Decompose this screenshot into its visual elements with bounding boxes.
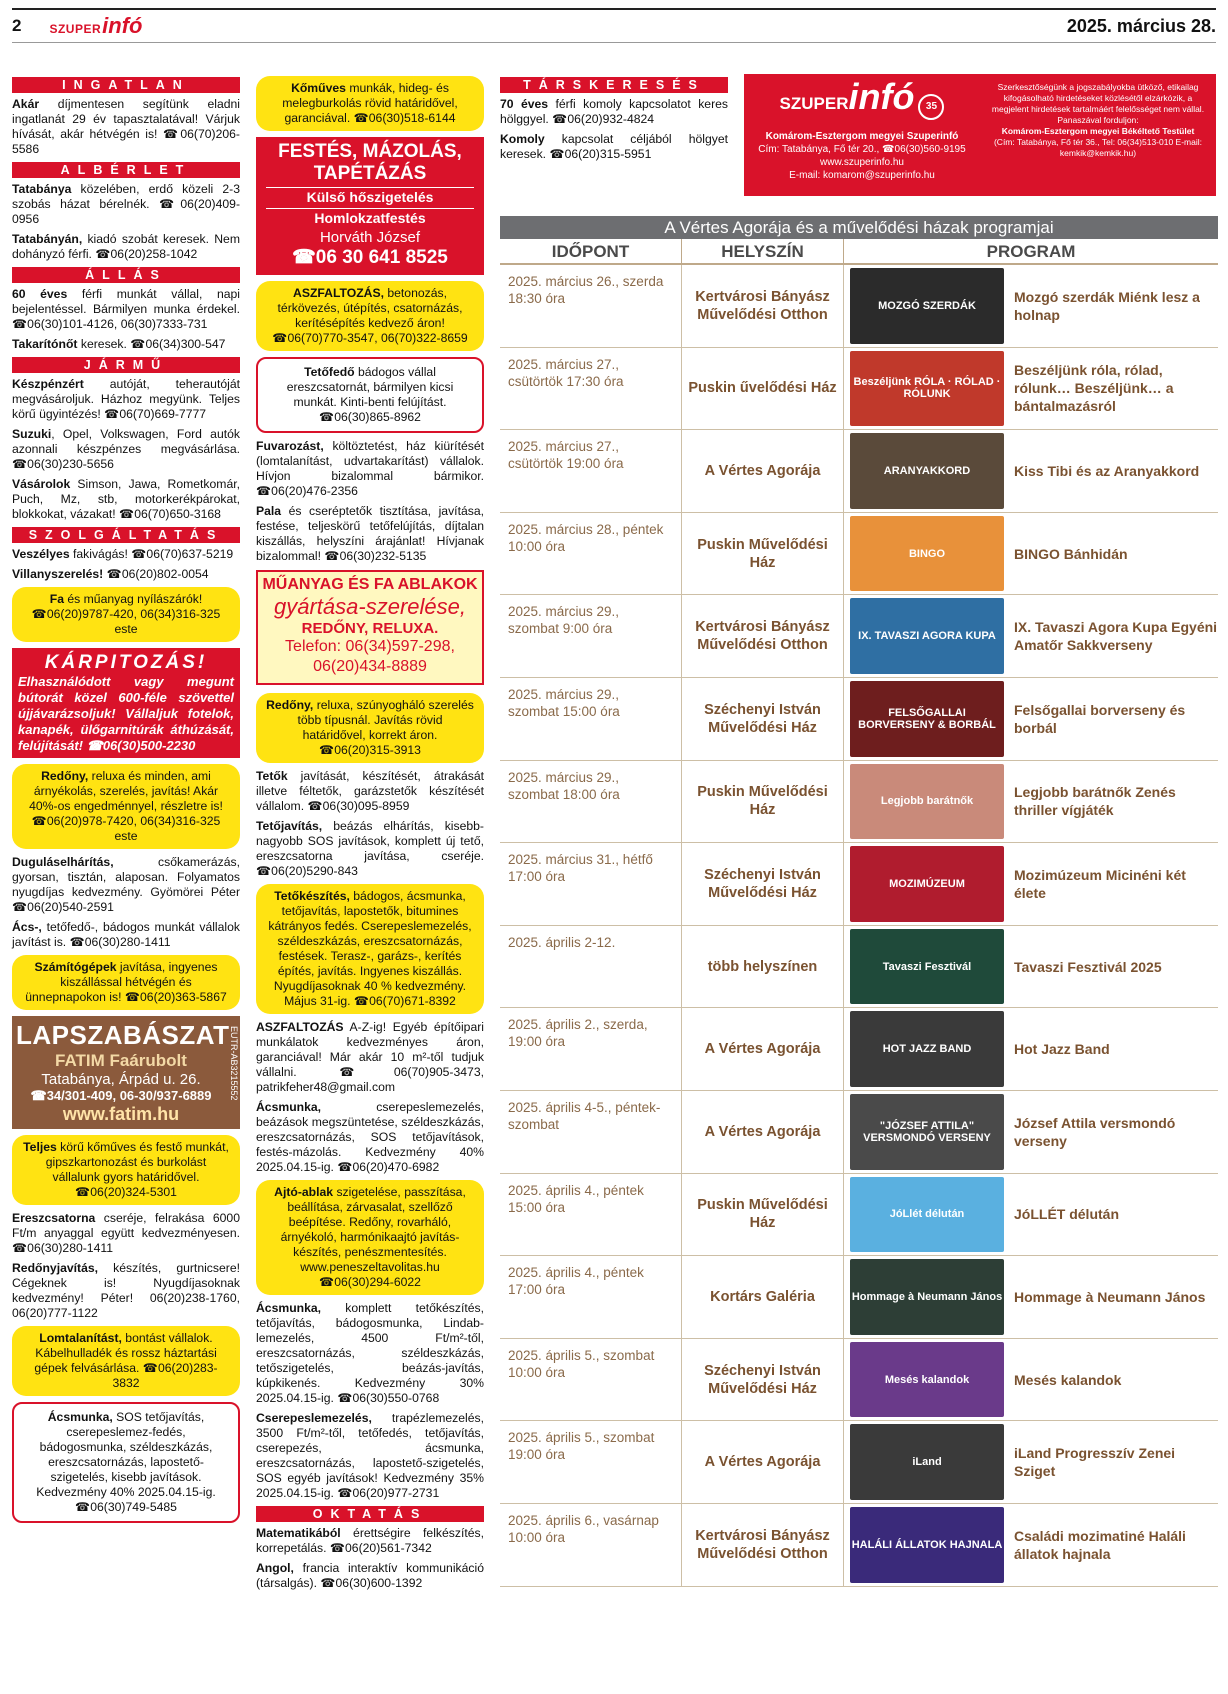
publisher-info-box <box>744 74 1216 196</box>
program-place: Kertvárosi Bányász Művelődési Otthon <box>682 1504 844 1586</box>
classified-ad: Tatabánya közelében, erdő közeli 2-3 szobás házat bérelnék. ☎06(20)409-0956 <box>12 182 240 226</box>
program-table-title: A Vértes Agorája és a művelődési házak programjai <box>500 216 1218 239</box>
program-row <box>500 843 1218 926</box>
muanyag-ablak-ad: MŰANYAG ÉS FA ABLAKOK gyártása-szerelése, REDŐNY, RELUXA. Telefon: 06(34)597-298, 06(20)434-8889 <box>256 570 484 685</box>
classified-ad: Fuvarozást, költöztetést, ház kiürítését (lomtalanítást, udvartakarítást) vállalok. Hívjon bizalommal bármikor. ☎06(20)476-2356 <box>256 439 484 498</box>
classified-ad: Cserepeslemezelés, trapézlemezelés, 3500 Ft/m²-től, tetőfedés, tetőjavítás, cserepezés, ácsmunka, ereszcsatornázás, lapostető-szigetelés, SOS egyéb javítások! Kedvezmény 35% 2025.04.15-ig. ☎06(20)977-2731 <box>256 1411 484 1500</box>
program-poster: Beszéljünk RÓLA · RÓLAD · RÓLUNK <box>850 351 1004 427</box>
program-event: Hommage à Neumann János <box>1014 1288 1206 1305</box>
program-poster: "JÓZSEF ATTILA" VERSMONDÓ VERSENY <box>850 1094 1004 1170</box>
highlighted-ad: Számítógépek javítása, ingyenes kiszállással hétvégén és ünnepnapokon is! ☎06(20)363-5867 <box>12 955 240 1010</box>
program-row <box>500 348 1218 431</box>
program-poster: MOZIMÚZEUM <box>850 846 1004 922</box>
section-ingatlan: INGATLAN <box>12 77 240 93</box>
program-date: 2025. április 2., szerda, 19:00 óra <box>500 1008 682 1090</box>
program-event: Kiss Tibi és az Aranyakkord <box>1014 462 1200 479</box>
program-row <box>500 678 1218 761</box>
anniversary-badge: 35 <box>918 94 944 120</box>
section-jarmu: JÁRMŰ <box>12 357 240 373</box>
program-place: A Vértes Agorája <box>682 1091 844 1173</box>
highlighted-ad: Kőműves munkák, hideg- és melegburkolás rövid határidővel, garanciával. ☎06(30)518-6144 <box>256 76 484 131</box>
program-poster: ARANYAKKORD <box>850 433 1004 509</box>
classified-ad: Ácsmunka, cserepeslemezelés, beázások megszüntetése, széldeszkázás, ereszcsatornázás, SOS tetőjavítások, festés-mázolás. Kedvezmény 40% 2025.04.15-ig. ☎06(20)470-6982 <box>256 1100 484 1174</box>
program-row <box>500 1256 1218 1339</box>
program-place: Kertvárosi Bányász Művelődési Otthon <box>682 265 844 347</box>
program-place: Puskin Művelődési Ház <box>682 513 844 595</box>
classified-ad: Ácsmunka, komplett tetőkészítés, tetőjavítás, bádogosmunka, Lindab-lemezelés, 4500 Ft/m²-től, ereszcsatornázás, széldeszkázás, tetőszigetelés, beázás-javítás, kúpkikenés. Kedvezmény 30% 2025.04.15-ig. ☎06(30)550-0768 <box>256 1301 484 1405</box>
program-poster: HOT JAZZ BAND <box>850 1011 1004 1087</box>
program-date: 2025. március 26., szerda 18:30 óra <box>500 265 682 347</box>
classified-ad: ASZFALTOZÁS A-Z-ig! Egyéb építőipari munkálatok kedvezményes áron, garanciával! Már akár 10 m²-től tudjuk vállalni. ☎06(70)905-3473, patrikfeher48@gmail.com <box>256 1020 484 1094</box>
highlighted-ad: Ajtó-ablak szigetelése, passzítása, beállítása, zárvasalat, szellőző beépítése. Redőny, rovarháló, árnyékoló, harmónikaajtó javítás-készítés, penészmentesítés. www.peneszeltavolitas.hu ☎06(30)294-6022 <box>256 1180 484 1295</box>
program-place: A Vértes Agorája <box>682 430 844 512</box>
program-event: JóLLÉT délután <box>1014 1206 1119 1223</box>
program-row <box>500 1504 1218 1587</box>
issue-date: 2025. március 28. <box>1066 15 1216 36</box>
program-place: Puskin Művelődési Ház <box>682 1174 844 1256</box>
festes-ad: FESTÉS, MÁZOLÁS, TAPÉTÁZÁS Külső hőszigetelés Homlokzatfestés Horváth József ☎06 30 641 8525 <box>256 137 484 275</box>
program-place: Széchenyi István Művelődési Ház <box>682 1339 844 1421</box>
classified-ad: Redőnyjavítás, készítés, gurtnicsere! Cégeknek is! Nyugdíjasoknak kedvezmény! Péter! 06(20)238-1760, 06(20)777-1122 <box>12 1261 240 1320</box>
program-place: Kertvárosi Bányász Művelődési Otthon <box>682 595 844 677</box>
program-event: IX. Tavaszi Agora Kupa Egyéni Amatőr Sakkverseny <box>1014 619 1218 654</box>
program-poster: JóLlét délután <box>850 1177 1004 1253</box>
program-poster: Mesés kalandok <box>850 1342 1004 1418</box>
program-poster: Tavaszi Fesztivál <box>850 929 1004 1005</box>
boxed-ad: Tetőfedő bádogos vállal ereszcsatornát, bármilyen kicsi munkát. Kinti-benti felújítást. ☎06(30)865-8962 <box>256 357 484 433</box>
column-header-place: HELYSZÍN <box>682 239 844 263</box>
classified-ad: Komoly kapcsolat céljából hölgyet keresek. ☎06(20)315-5951 <box>500 132 728 161</box>
section-oktatas: OKTATÁS <box>256 1506 484 1522</box>
classified-ad: Készpénzért autóját, teherautóját megvásároljuk. Házhoz megyünk. Teljes körű ügyintézés! ☎06(70)669-7777 <box>12 377 240 421</box>
classified-ad: Akár díjmentesen segítünk eladni ingatlanát 29 év tapasztalatával! Várjuk hívását, akár hétvégén is! ☎06(70)206-5586 <box>12 97 240 156</box>
program-poster: FELSŐGALLAI BORVERSENY & BORBÁL <box>850 681 1004 757</box>
program-poster: BINGO <box>850 516 1004 592</box>
program-row <box>500 1008 1218 1091</box>
classified-ad: Duguláselhárítás, csőkamerázás, gyorsan, tisztán, alaposan. Folyamatos nyugdíjas kedvezmény. Gyömörei Péter ☎06(20)540-2591 <box>12 855 240 914</box>
program-date: 2025. március 31., hétfő 17:00 óra <box>500 843 682 925</box>
program-place: Széchenyi István Művelődési Ház <box>682 843 844 925</box>
program-place: Széchenyi István Művelődési Ház <box>682 678 844 760</box>
program-poster: Legjobb barátnők <box>850 764 1004 840</box>
program-place: Puskin űvelődési Ház <box>682 348 844 430</box>
column-header-program: PROGRAM <box>986 242 1076 261</box>
program-row <box>500 595 1218 678</box>
highlighted-ad: Tetőkészítés, bádogos, ácsmunka, tetőjavítás, lapostetők, bitumines kátrányos fedés. Cserepeslemezelés, széldeszkázás, ereszcsatornázás, festések. Terasz-, garázs-, kerítés építés, javítás. Ingyenes kiszállás. Nyugdíjasoknak 40 % kedvezmény. Május 31-ig. ☎06(70)671-8392 <box>256 884 484 1014</box>
section-alberlet: ALBÉRLET <box>12 162 240 178</box>
header-underline <box>12 42 1216 43</box>
classified-ad: Ereszcsatorna cseréje, felrakása 6000 Ft/m anyaggal együtt kedvezményesen. ☎06(30)280-1411 <box>12 1211 240 1255</box>
classified-ad: Tatabányán, kiadó szobát keresek. Nem dohányzó férfi. ☎06(20)258-1042 <box>12 232 240 261</box>
classified-ad: Angol, francia interaktív kommunikáció (társalgás). ☎06(30)600-1392 <box>256 1561 484 1590</box>
program-date: 2025. április 5., szombat 10:00 óra <box>500 1339 682 1421</box>
program-event: Felsőgallai borverseny és borbál <box>1014 701 1186 736</box>
classified-ad: Tetőjavítás, beázás elhárítás, kisebb-nagyobb SOS javítások, komplett új tető, ereszcsatorna javítása, cseréje. ☎06(20)5290-843 <box>256 819 484 878</box>
program-row <box>500 926 1218 1009</box>
classified-ad: Veszélyes fakivágás! ☎06(70)637-5219 <box>12 547 234 561</box>
tarskereses-section <box>500 74 728 167</box>
program-row <box>500 1339 1218 1422</box>
classifieds-column-1 <box>12 74 240 1529</box>
classifieds-column-2 <box>256 72 484 1596</box>
program-date: 2025. április 4-5., péntek-szombat <box>500 1091 682 1173</box>
program-event: Hot Jazz Band <box>1014 1041 1110 1058</box>
program-date: 2025. március 29., szombat 15:00 óra <box>500 678 682 760</box>
program-event: Beszéljünk róla, rólad, rólunk… Beszéljünk… a bántalmazásról <box>1014 362 1174 415</box>
program-place: több helyszínen <box>682 926 844 1008</box>
program-row <box>500 1421 1218 1504</box>
program-poster: iLand <box>850 1424 1004 1500</box>
program-place: A Vértes Agorája <box>682 1008 844 1090</box>
program-date: 2025. március 27., csütörtök 17:30 óra <box>500 348 682 430</box>
lapszabaszat-ad: LAPSZABÁSZAT FATIM Faárubolt Tatabánya, Árpád u. 26. ☎34/301-409, 06-30/937-6889 www.fatim.hu EUTR-AB3215552 <box>12 1016 240 1129</box>
publisher-contact: SZUPER infó 35 Komárom-Esztergom megyei Szuperinfó Cím: Tatabánya, Fő tér 20., ☎06(30)560-9195 www.szuperinfo.hu E-mail: komarom@szuperinfo.hu <box>744 74 980 196</box>
classified-ad: 70 éves férfi komoly kapcsolatot keres hölggyel. ☎06(20)932-4824 <box>500 97 728 126</box>
program-place: A Vértes Agorája <box>682 1421 844 1503</box>
classified-ad: Pala és cseréptetők tisztítása, javítása, festése, teljeskörű tetőfelújítás, díjtalan kiszállás, helyszíni árajánlat! Hívjanak bizalommal! ☎06(30)232-5135 <box>256 504 484 563</box>
program-row <box>500 761 1218 844</box>
program-date: 2025. április 4., péntek 17:00 óra <box>500 1256 682 1338</box>
program-date: 2025. április 2-12. <box>500 926 682 1008</box>
program-event: Mozimúzeum Micinéni két élete <box>1014 866 1186 901</box>
program-place: Kortárs Galéria <box>682 1256 844 1338</box>
section-szolgaltatas: SZOLGÁLTATÁS <box>12 527 240 543</box>
program-poster: Hommage à Neumann János <box>850 1259 1004 1335</box>
classified-ad: Vásárolok Simson, Jawa, Rometkomár, Puch, Mz, stb, motorkerékpárokat, blokkokat, vázakat! ☎06(70)650-3168 <box>12 477 240 521</box>
highlighted-ad: Lomtalanítást, bontást vállalok. Kábelhulladék és rossz háztartási gépek felvásárlása. ☎06(20)283-3832 <box>12 1326 240 1396</box>
program-row <box>500 430 1218 513</box>
classified-ad: Matematikából érettségire felkészítés, korrepetálás. ☎06(20)561-7342 <box>256 1526 484 1555</box>
highlighted-ad: Fa és műanyag nyílászárók! ☎06(20)9787-420, 06(34)316-325 este <box>12 587 240 642</box>
page-number: 2 <box>12 16 22 35</box>
classified-ad: Suzuki, Opel, Volkswagen, Ford autók azonnali készpénzes megvásárlása. ☎06(30)230-5656 <box>12 427 240 471</box>
program-event: Tavaszi Fesztivál 2025 <box>1014 958 1162 975</box>
program-row <box>500 265 1218 348</box>
classified-ad: Villanyszerelés! ☎06(20)802-0054 <box>12 567 209 581</box>
highlighted-ad: Redőny, reluxa és minden, ami árnyékolás, szerelés, javítás! Akár 40%-os engedménnyel, részletre is! ☎06(20)978-7420, 06(34)316-325 este <box>12 764 240 849</box>
program-row <box>500 513 1218 596</box>
program-place: Puskin Művelődési Ház <box>682 761 844 843</box>
program-event: Mozgó szerdák Miénk lesz a holnap <box>1014 288 1200 323</box>
program-rows <box>500 265 1218 1587</box>
program-poster: MOZGÓ SZERDÁK <box>850 268 1004 344</box>
boxed-ad: Ácsmunka, SOS tetőjavítás, cserepeslemez-fedés, bádogosmunka, széldeszkázás, ereszcsatornázás, lapostető-szigetelés, kisebb javítások. Kedvezmény 40% 2025.04.15-ig. ☎06(30)749-5485 <box>12 1402 240 1523</box>
section-tarskereses: TÁRSKERESÉS <box>500 77 728 93</box>
program-event: Családi mozimatiné Haláli állatok hajnala <box>1014 1527 1186 1562</box>
column-header-date: IDŐPONT <box>500 239 682 263</box>
program-date: 2025. március 28., péntek 10:00 óra <box>500 513 682 595</box>
classified-ad: Ács-, tetőfedő-, bádogos munkát vállalok javítást is. ☎06(30)280-1411 <box>12 920 240 949</box>
program-event: BINGO Bánhidán <box>1014 545 1128 562</box>
classified-ad: Tetők javítását, készítését, átrakását illetve féltetők, garázstetők készítését vállalom. ☎06(30)095-8959 <box>256 769 484 813</box>
program-date: 2025. április 6., vasárnap 10:00 óra <box>500 1504 682 1586</box>
highlighted-ad: Teljes körű kőműves és festő munkát, gipszkartonozást és burkolást vállalunk gyors határidővel. ☎06(20)324-5301 <box>12 1135 240 1205</box>
header-logo: SZUPER infó <box>49 13 143 38</box>
program-event: Mesés kalandok <box>1014 1371 1122 1388</box>
highlighted-ad: ASZFALTOZÁS, betonozás, térkövezés, útépítés, csatornázás, kerítésépítés kedvező áron! ☎06(70)770-3547, 06(70)322-8659 <box>256 281 484 351</box>
karpitozas-ad: KÁRPITOZÁS! Elhasználódott vagy megunt bútorát közel 600-féle szövettel újjávarázsoljuk! Vállaljuk fotelok, kanapék, ülőgarnitúrák áthúzását, felújítását! ☎06(30)500-2230 <box>12 648 240 758</box>
program-poster: IX. TAVASZI AGORA KUPA <box>850 598 1004 674</box>
program-date: 2025. március 27., csütörtök 19:00 óra <box>500 430 682 512</box>
program-event: iLand Progresszív Zenei Sziget <box>1014 1445 1176 1480</box>
section-allas: ÁLLÁS <box>12 267 240 283</box>
page-header <box>12 10 1216 42</box>
program-row <box>500 1091 1218 1174</box>
program-date: 2025. április 5., szombat 19:00 óra <box>500 1421 682 1503</box>
program-table-header <box>500 239 1218 265</box>
program-date: 2025. március 29., szombat 18:00 óra <box>500 761 682 843</box>
legal-notice: Szerkesztőségünk a jogszabályokba ütköző, etikailag kifogásolható hirdetéseket közlésétől elzárkózik, a megjelent hirdetések tartalmáért felelősséget nem vállal. Panaszával forduljon: Komárom-Esztergom megyei Békéltető Testület (Cím: Tatabánya, Fő tér 36., Tel: 06(34)513-010 E-mail: kemkik@kemkik.hu) <box>991 82 1205 158</box>
program-table <box>500 216 1218 1587</box>
classified-ad: 60 éves férfi munkát vállal, napi bejelentéssel. Bármilyen munka érdekel. ☎06(30)101-4126, 06(30)7333-731 <box>12 287 241 331</box>
program-event: Legjobb barátnők Zenés thriller vígjáték <box>1014 784 1176 819</box>
program-date: 2025. március 29., szombat 9:00 óra <box>500 595 682 677</box>
highlighted-ad: Redőny, reluxa, szúnyogháló szerelés több típusnál. Javítás rövid határidővel, korrekt áron. ☎06(20)315-3913 <box>256 693 484 763</box>
classified-ad: Takarítónőt keresek. ☎06(34)300-547 <box>12 337 226 351</box>
program-poster: HALÁLI ÁLLATOK HAJNALA <box>850 1507 1004 1583</box>
program-event: József Attila versmondó verseny <box>1014 1114 1176 1149</box>
program-row <box>500 1174 1218 1257</box>
publisher-logo: SZUPER infó 35 <box>752 80 972 120</box>
program-date: 2025. április 4., péntek 15:00 óra <box>500 1174 682 1256</box>
